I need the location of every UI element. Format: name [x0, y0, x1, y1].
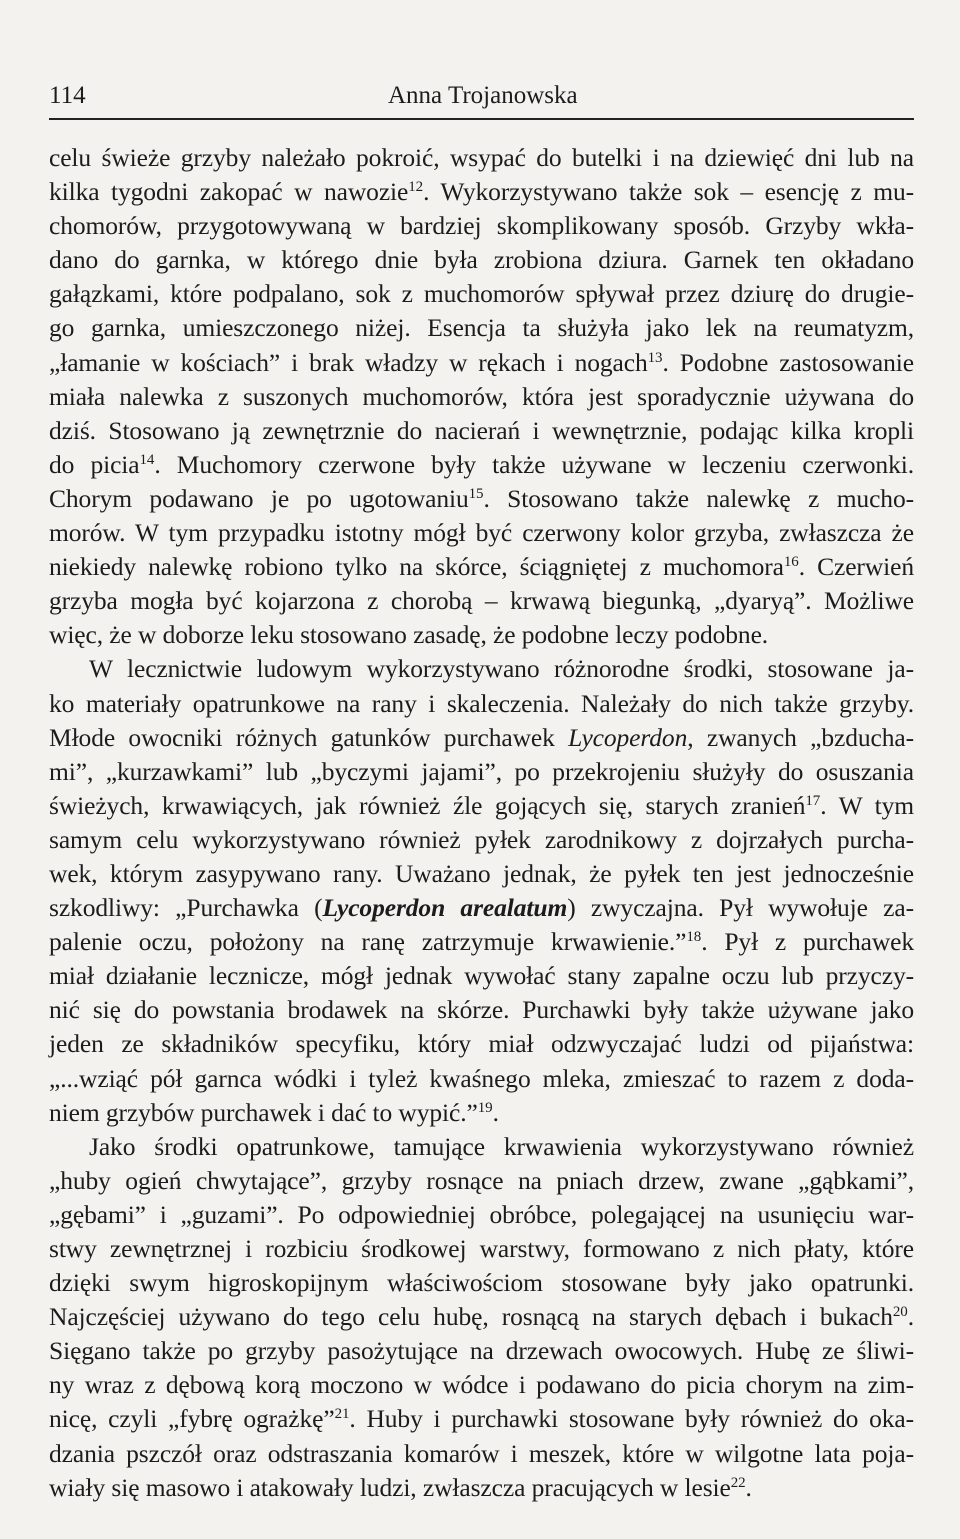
text-line — [49, 277, 914, 311]
line-text-cont: , zwanych „bzducha- — [687, 722, 915, 752]
line-text: dziś. Stosowano ją zewnętrznie do nacierań i wewnętrznie, podając kilka kropli — [49, 415, 914, 445]
footnote-ref: 17 — [805, 792, 821, 809]
footnote-ref: 15 — [468, 485, 484, 502]
text-line — [49, 448, 914, 482]
bold-italic-term-wrap — [322, 893, 567, 922]
text-line — [49, 925, 914, 959]
footnote-ref: 20 — [892, 1304, 908, 1321]
line-text: celu świeże grzyby należało pokroić, wsypać do butelki i na dziewięć dni lub na — [49, 143, 914, 172]
line-text-cont: . Wykorzystywano także sok – esencję z mu- — [423, 177, 914, 207]
text-line — [49, 346, 914, 380]
text-line — [49, 482, 914, 516]
bold-italic-term: Lycoperdon arealatum — [322, 893, 568, 923]
line-text: palenie oczu, położony na ranę zatrzymuje krwawienie.” — [49, 927, 687, 957]
line-text: Chorym podawano je po ugotowaniu — [49, 483, 469, 513]
line-text: chomorów, przygotowywaną w bardziej skomplikowany sposób. Grzyby wkła- — [49, 211, 914, 241]
line-text-cont: . Huby i purchawki stosowane były również do oka- — [349, 1404, 914, 1434]
line-text: grzyba mogła być kojarzona z chorobą – krwawą biegunką, „dyaryą”. Możliwe — [49, 586, 914, 616]
line-text: go garnka, umieszczonego niżej. Esencja ta służyła jako lek na reumatyzm, — [49, 313, 914, 343]
text-line — [49, 209, 914, 243]
line-text: dzięki swym higroskopijnym właściwościom stosowane były jako opatrunki. — [49, 1268, 914, 1298]
text-line — [49, 311, 914, 345]
line-text: do picia — [49, 449, 140, 479]
text-line — [49, 618, 914, 652]
footnote-ref: 19 — [477, 1099, 493, 1116]
line-text-cont: . Stosowano także nalewkę z mucho- — [483, 483, 914, 513]
text-line — [49, 993, 914, 1027]
line-text: „huby ogień chwytające”, grzyby rosnące na pniach drzew, zwane „gąbkami”, — [49, 1165, 914, 1195]
text-line — [49, 755, 914, 789]
line-text: nicę, czyli „fybrę ograżkę” — [49, 1404, 335, 1434]
line-text: miał działanie lecznicze, mógł jednak wywołać stany zapalne oczu lub przyczy- — [49, 961, 914, 991]
text-line — [49, 550, 914, 584]
text-line — [49, 959, 914, 993]
footnote-ref: 18 — [686, 929, 702, 946]
text-line — [49, 175, 914, 209]
line-text: świeżych, krwawiących, jak również źle gojących się, starych zranień — [49, 790, 806, 820]
line-text: gałązkami, które podpalano, sok z muchomorów spływał przez dziurę do drugie- — [49, 279, 914, 309]
text-line — [49, 1062, 914, 1096]
line-text: nić się do powstania brodawek na skórze. Purchawki były także używane jako — [49, 995, 914, 1025]
line-text-cont: . Muchomory czerwone były także używane w leczeniu czerwonki. — [154, 449, 914, 479]
line-text: Młode owocniki różnych gatunków purchawek — [49, 722, 569, 752]
line-text: niekiedy nalewkę robiono tylko na skórce, ściągniętej z muchomora — [49, 552, 784, 582]
text-line — [49, 414, 914, 448]
text-line — [49, 1027, 914, 1061]
line-text-cont: . Czerwień — [798, 552, 914, 582]
line-text: Sięgano także po grzyby pasożytujące na drzewach owocowych. Hubę ze śliwi- — [49, 1336, 914, 1366]
line-text: więc, że w doborze leku stosowano zasadę, że podobne leczy podobne. — [49, 620, 769, 650]
running-head-author: Anna Trojanowska — [388, 82, 578, 109]
line-text: miała nalewka z suszonych muchomorów, która jest sporadycznie używana do — [49, 381, 914, 411]
line-text: niem grzybów purchawek i dać to wypić.” — [49, 1097, 478, 1127]
text-line — [49, 1471, 914, 1505]
body-text — [49, 141, 914, 1505]
text-line — [49, 1300, 914, 1334]
text-line — [49, 584, 914, 618]
line-text-cont: . — [492, 1097, 499, 1127]
line-text: jeden ze składników specyfiku, który miał odzwyczajać ludzi od pijaństwa: — [49, 1029, 914, 1059]
text-line — [49, 789, 914, 823]
text-line — [49, 891, 914, 925]
text-line — [49, 1096, 914, 1130]
line-text: „...wziąć pół garnca wódki i tyleż kwaśnego mleka, zmieszać to razem z doda- — [49, 1063, 914, 1093]
text-line — [49, 1402, 914, 1436]
text-line — [49, 1334, 914, 1368]
text-line — [49, 1368, 914, 1402]
line-text: wek, którym zasypywano rany. Uważano jednak, że pyłek ten jest jednocześnie — [49, 858, 914, 888]
footnote-ref: 14 — [139, 451, 155, 468]
line-text: ko materiały opatrunkowe na rany i skaleczenia. Należały do nich także grzyby. — [49, 688, 914, 718]
text-line — [49, 1130, 914, 1164]
line-text: wiały się masowo i atakowały ludzi, zwłaszcza pracujących w lesie — [49, 1472, 731, 1502]
line-text-cont: . Podobne zastosowanie — [662, 347, 914, 377]
line-text: ny wraz z dębową korą moczono w wódce i podawano do picia chorym na zim- — [49, 1370, 914, 1400]
line-text: dano do garnka, w którego dnie była zrobiona dziura. Garnek ten okładano — [49, 245, 914, 275]
line-text: „gębami” i „guzami”. Po odpowiedniej obróbce, polegającej na usunięciu war- — [49, 1199, 914, 1229]
line-text: samym celu wykorzystywano również pyłek zarodnikowy z dojrzałych purcha- — [49, 824, 914, 854]
running-header — [49, 78, 914, 120]
text-line — [49, 721, 914, 755]
page-number: 114 — [49, 82, 86, 109]
text-line — [49, 687, 914, 721]
text-line — [49, 857, 914, 891]
text-line — [49, 243, 914, 277]
text-line — [49, 823, 914, 857]
text-line — [49, 1266, 914, 1300]
line-text-cont: . — [907, 1302, 914, 1332]
text-line — [49, 1198, 914, 1232]
line-text: „łamanie w kościach” i brak władzy w rękach i nogach — [49, 347, 648, 377]
text-line — [49, 141, 914, 175]
text-line — [49, 1164, 914, 1198]
text-line — [49, 516, 914, 550]
line-text: mi”, „kurzawkami” lub „byczymi jajami”, po przekrojeniu służyły do osuszania — [49, 756, 914, 786]
text-line — [49, 380, 914, 414]
line-text-cont: . Pył z purchawek — [701, 927, 914, 957]
line-text: Jako środki opatrunkowe, tamujące krwawienia wykorzystywano również — [89, 1131, 914, 1161]
footnote-ref: 16 — [783, 554, 799, 571]
footnote-ref: 22 — [730, 1474, 746, 1491]
line-text: Najczęściej używano do tego celu hubę, rosnącą na starych dębach i bukach — [49, 1302, 893, 1332]
line-text: dzania pszczół oraz odstraszania komarów i meszek, które w wilgotne lata poja- — [49, 1438, 914, 1468]
line-text-cont: . W tym — [820, 790, 914, 820]
line-text: morów. W tym przypadku istotny mógł być czerwony kolor grzyba, zwłaszcza że — [49, 518, 914, 548]
footnote-ref: 12 — [408, 179, 424, 196]
text-line — [49, 1437, 914, 1471]
line-text: W lecznictwie ludowym wykorzystywano różnorodne środki, stosowane ja- — [89, 654, 914, 684]
line-text: szkodliwy: „Purchawka ( — [49, 893, 323, 923]
text-line — [49, 1232, 914, 1266]
footnote-ref: 13 — [647, 349, 663, 366]
footnote-ref: 21 — [334, 1406, 350, 1423]
line-text-cont: ) zwyczajna. Pył wywołuje za- — [567, 893, 914, 923]
line-text: stwy zewnętrznej i rozbiciu środkowej warstwy, formowano z nich płaty, które — [49, 1234, 914, 1263]
line-text-cont: . — [745, 1472, 752, 1502]
italic-term: Lycoperdon — [568, 722, 688, 752]
text-line — [49, 652, 914, 686]
line-text: kilka tygodni zakopać w nawozie — [49, 177, 409, 207]
